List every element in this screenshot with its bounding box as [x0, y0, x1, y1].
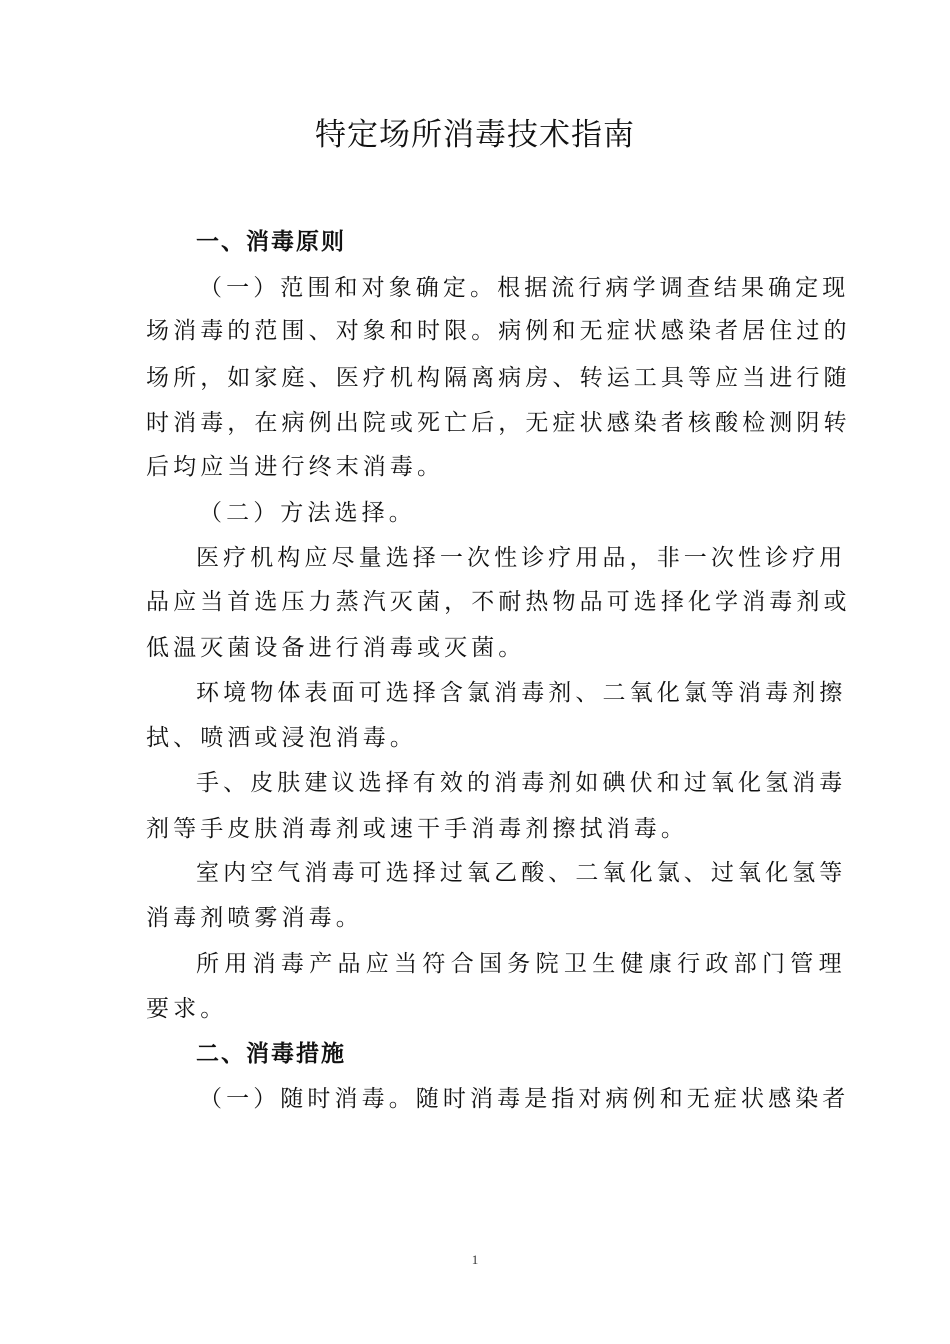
paragraph-line: 品应当首选压力蒸汽灭菌，不耐热物品可选择化学消毒剂或: [146, 589, 851, 615]
paragraph-line: 低温灭菌设备进行消毒或灭菌。: [146, 635, 526, 661]
paragraph-line: 环境物体表面可选择含氯消毒剂、二氧化氯等消毒剂擦: [196, 680, 847, 706]
section-heading-measures: 二、消毒措施: [196, 1041, 346, 1067]
paragraph-line: 场所，如家庭、医疗机构隔离病房、转运工具等应当进行随: [146, 365, 851, 391]
paragraph-line: 要求。: [146, 996, 228, 1022]
section-heading-principles: 一、消毒原则: [196, 229, 346, 255]
paragraph-line: 剂等手皮肤消毒剂或速干手消毒剂擦拭消毒。: [146, 816, 688, 842]
paragraph-line: 后均应当进行终末消毒。: [146, 454, 445, 480]
paragraph-line: 场消毒的范围、对象和时限。病例和无症状感染者居住过的: [146, 318, 851, 344]
paragraph-line: 所用消毒产品应当符合国务院卫生健康行政部门管理: [196, 951, 847, 977]
document-title: 特定场所消毒技术指南: [315, 117, 635, 153]
paragraph-line: 时消毒，在病例出院或死亡后，无症状感染者核酸检测阴转: [146, 410, 851, 436]
paragraph-line: （二）方法选择。: [199, 500, 416, 526]
paragraph-line: 手、皮肤建议选择有效的消毒剂如碘伏和过氧化氢消毒: [196, 770, 847, 796]
paragraph-line: 消毒剂喷雾消毒。: [146, 905, 363, 931]
paragraph-line: （一）随时消毒。随时消毒是指对病例和无症状感染者: [199, 1086, 850, 1112]
paragraph-line: 室内空气消毒可选择过氧乙酸、二氧化氯、过氧化氢等: [196, 860, 847, 886]
page-number: 1: [471, 1252, 479, 1267]
paragraph-line: 拭、喷洒或浸泡消毒。: [146, 725, 417, 751]
paragraph-line: 医疗机构应尽量选择一次性诊疗用品，非一次性诊疗用: [196, 545, 847, 571]
paragraph-line: （一）范围和对象确定。根据流行病学调查结果确定现: [199, 275, 850, 301]
